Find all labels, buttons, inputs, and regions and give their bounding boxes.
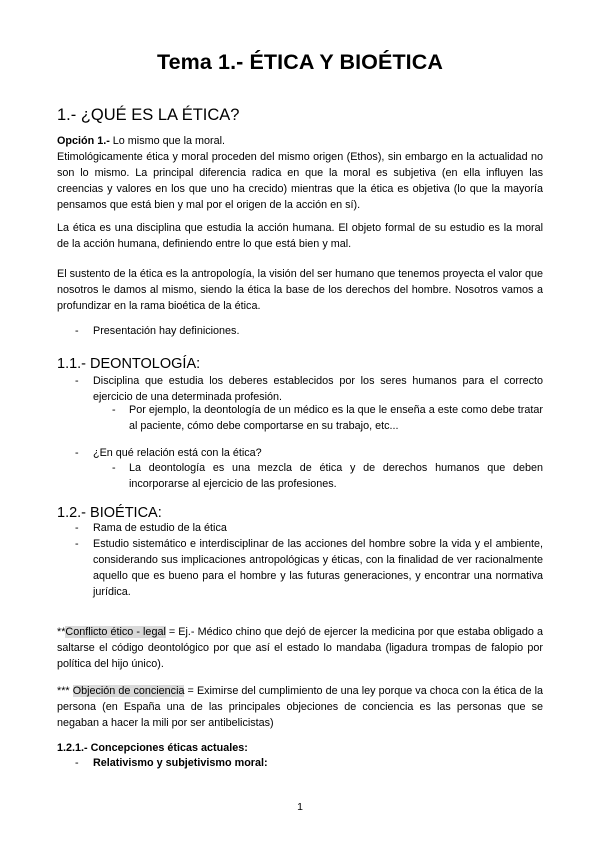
note-text: = Eximirse del cumplimiento de una ley porque va choca con la ética de la persona (en España una de las principales objeciones de conciencia es las personas que se negaban a hacer la mili por ser antibelicistas) <box>57 685 543 729</box>
bullet-estudio-sistematico: Estudio sistemático e interdisciplinar de las acciones del hombre sobre la vida y el ambiente, considerando sus implicaciones antropológicas y éticas, con la finalidad de ver racionalmente aquello que es bueno para el hombre y las futuras generaciones, y encontrar una normativa jurídica. <box>93 538 543 598</box>
bullet-rama-estudio: Rama de estudio de la ética <box>93 522 227 534</box>
highlighted-term-objecion: Objeción de conciencia <box>72 685 185 697</box>
bullet-relacion-etica: ¿En qué relación está con la ética? <box>93 447 262 459</box>
bullet-relativismo: Relativismo y subjetivismo moral: <box>93 757 268 769</box>
option-1-line <box>57 134 543 150</box>
section-heading-bioetica: 1.2.- BIOÉTICA: <box>57 505 162 521</box>
highlighted-term-conflicto: Conflicto ético - legal <box>65 626 166 638</box>
note-prefix: ** <box>57 626 66 638</box>
option-text: Lo mismo que la moral. <box>109 135 226 147</box>
bullet-dash: - <box>75 757 79 769</box>
sub-bullet-dash: - <box>112 404 116 416</box>
subsection-heading-concepciones: 1.2.1.- Concepciones éticas actuales: <box>57 742 248 754</box>
paragraph-conflicto-etico-legal <box>57 625 543 673</box>
note-prefix: *** <box>57 685 73 697</box>
section-heading-deontologia: 1.1.- DEONTOLOGÍA: <box>57 356 201 372</box>
bullet-dash: - <box>75 522 79 534</box>
paragraph-etimologia: Etimológicamente ética y moral proceden del mismo origen (Ethos), sin embargo en la actualidad no son lo mismo. La principal diferencia radica en que la moral es subjetiva (en ella influyen las creencias y valores en los que uno ha crecido) mientras que la ética es objetiva (lo que la mayoría pensamos que está bien y mal por el origen de la acción en sí). <box>57 151 543 211</box>
page-number: 1 <box>297 801 303 813</box>
bullet-dash: - <box>75 538 79 550</box>
sub-bullet-dash: - <box>112 462 116 474</box>
bullet-deontologia-definicion: Disciplina que estudia los deberes establecidos por los seres humanos para el correcto ejercicio de una determinada profesión. <box>93 375 543 403</box>
bullet-dash: - <box>75 447 79 459</box>
bullet-dash: - <box>75 325 79 337</box>
bullet-dash: - <box>75 375 79 387</box>
note-text: = Ej.- Médico chino que dejó de ejercer la medicina por que estaba obligado a saltarse el código deontológico por que así el estado lo mandaba (ligadura trompas de falopio por política del hijo único). <box>57 626 543 670</box>
sub-bullet-deontologia-mezcla: La deontología es una mezcla de ética y de derechos humanos que deben incorporarse al ejercicio de las profesiones. <box>129 462 543 490</box>
page-title: Tema 1.- ÉTICA Y BIOÉTICA <box>156 50 444 74</box>
paragraph-disciplina: La ética es una disciplina que estudia la acción humana. El objeto formal de su estudio es la moral de la acción humana, definiendo entre lo que está bien y mal. <box>57 222 543 250</box>
bullet-presentacion: Presentación hay definiciones. <box>93 325 240 337</box>
option-label: Opción 1.- <box>57 135 110 147</box>
paragraph-objecion-conciencia <box>57 684 543 732</box>
paragraph-sustento: El sustento de la ética es la antropología, la visión del ser humano que tenemos proyecta el valor que nosotros le damos al mismo, siendo la ética la base de los derechos del hombre. Nosotros vamos a profundizar en la rama bioética de la ética. <box>57 268 543 312</box>
section-heading-que-es-la-etica: 1.- ¿QUÉ ES LA ÉTICA? <box>57 106 240 124</box>
sub-bullet-deontologia-ejemplo: Por ejemplo, la deontología de un médico es la que le enseña a este como debe tratar al paciente, cómo debe comportarse en su trabajo, etc... <box>129 404 543 432</box>
